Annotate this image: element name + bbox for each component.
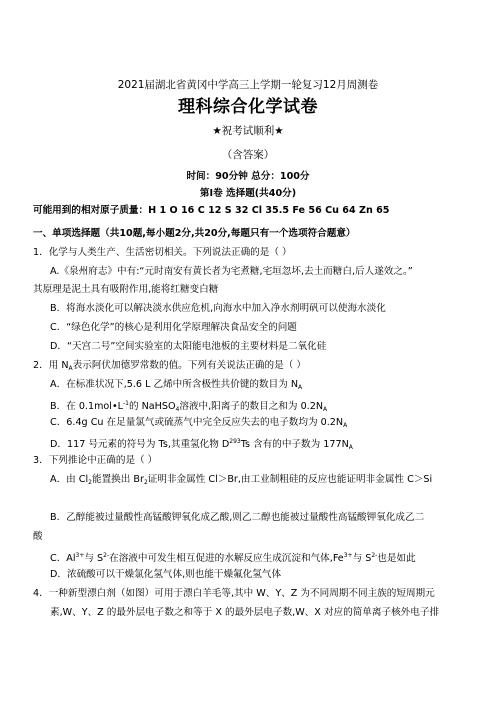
q1-option-d: D．“天宫二号”空间实验室的太阳能电池板的主要材料是二氧化硅 bbox=[50, 341, 327, 352]
atomic-masses: 可能用到的相对原子质量：H 1 O 16 C 12 S 32 Cl 35.5 Fe 56 Cu 64 Zn 65 bbox=[33, 205, 390, 216]
exam-main-title: 理科综合化学试卷 bbox=[178, 97, 318, 117]
q3-stem: 3．下列推论中正确的是（ ） bbox=[33, 455, 158, 466]
q2-option-d: D．117 号元素的符号为 Ts,其重氢化物 $D^{293}Ts$ 含有的中子数为 $177N_A$ bbox=[50, 438, 353, 451]
q3-option-b-line1: B．乙醇能被过量酸性高锰酸钾氧化成乙酸,则乙二醇也能被过量酸性高锰酸钾氧化成乙二 bbox=[50, 512, 425, 523]
q2-stem: 2．用 $N_A$表示阿伏加德罗常数的值。下列有关说法正确的是（ ） bbox=[33, 360, 306, 372]
q1-option-c: C．“绿色化学”的核心是利用化学原理解决食品安全的问题 bbox=[50, 322, 297, 333]
q1-option-a-line2: 其原理是泥土具有吸附作用,能将红糖变白糖 bbox=[33, 284, 219, 295]
answer-note: （含答案） bbox=[221, 149, 275, 161]
q4-line2: 素,W、Y、Z 的最外层电子数之和等于 X 的最外层电子数,W、X 对应的简单离子核外电子排 bbox=[50, 607, 440, 618]
section-title: 第Ⅰ卷 选择题(共40分) bbox=[199, 188, 297, 199]
q4-line1: 4．一种新型漂白剂（如图）可用于漂白羊毛等,其中 W、Y、Z 为不同周期不同主族的短周期元 bbox=[33, 588, 435, 599]
q2-option-b: B．在 $0.1mol•L^{-1}$的 NaHSO$_4$溶液中,阳离子的数目之和为 $0.2N_A$ bbox=[50, 400, 328, 413]
q3-option-a: A．由 $Cl_2$能置换出 $Br_2$证明非金属性 Cl＞Br,由工业制粗硅的反应也能证明非金属性 C＞Si bbox=[50, 474, 433, 486]
time-score: 时间：90分钟 总分：100分 bbox=[186, 171, 310, 182]
q3-option-d: D．浓硫酸可以干燥氯化氢气体,则也能干燥氟化氢气体 bbox=[50, 569, 282, 580]
q3-option-c: C．$Al^{3+}$与 $S^{2-}$在溶液中可发生相互促进的水解反应生成沉淀和气体$,Fe^{3+}$与 $S^{2-}$也是如此 bbox=[50, 552, 416, 564]
q1-option-a-line1: A.《泉州府志》中有:“元时南安有黄长者为宅煮糖,宅垣忽坏,去土而糖白,后人遂效之。” bbox=[50, 266, 413, 277]
q3-option-b-line2: 酸 bbox=[33, 531, 43, 542]
q1-option-b: B．将海水淡化可以解决淡水供应危机,向海水中加入净水剂明矾可以使海水淡化 bbox=[50, 303, 386, 314]
q1-stem: 1．化学与人类生产、生活密切相关。下列说法正确的是（ ） bbox=[33, 247, 292, 258]
q2-option-c: C．6.4g Cu 在足量氯气或硫蒸气中完全反应失去的电子数均为 $0.2N_A$ bbox=[50, 417, 348, 429]
part1-heading: 一、单项选择题（共10题,每小题2分,共20分,每题只有一个选项符合题意） bbox=[33, 228, 356, 239]
exam-top-title: 2021届湖北省黄冈中学高三上学期一轮复习12月周测卷 bbox=[117, 79, 379, 91]
exam-wish: ★祝考试顺利★ bbox=[212, 125, 284, 137]
q2-option-a: A．在标准状况下,5.6 L 乙烯中所含极性共价键的数目为 $N_A$ bbox=[50, 379, 303, 391]
